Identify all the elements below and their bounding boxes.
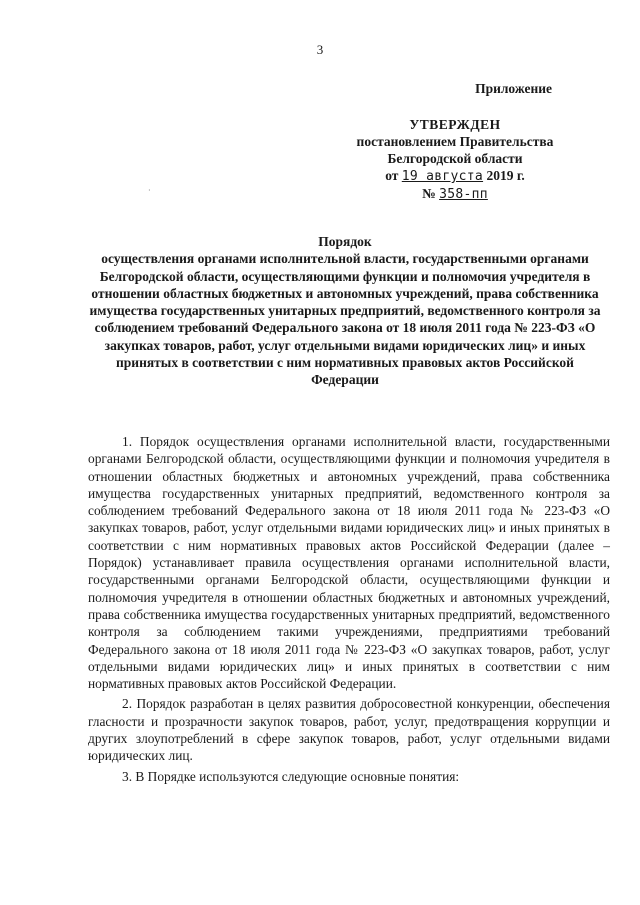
date-prefix: от — [385, 168, 399, 183]
paragraph-1: 1. Порядок осуществления органами исполнительной власти, государственными органами Белгородской области, осуществляющими функции и полномочия учредителя в отношении областных бюджетных и автономных учреждений, права собственника имущества государственных унитарных предприятий, ведомственного контроля за соблюдением требований Федерального закона от 18 июля 2011 года № 223-ФЗ «О закупках товаров, работ, услуг отдельными видами юридических лиц» и иных принятых в соответствии с ним нормативных правовых актов Российской Федерации (далее – Порядок) устанавливает правила осуществления органами исполнительной власти, государственными органами Белгородской области, осуществляющими функции и полномочия учредителя в отношении областных бюджетных и автономных учреждений, права собственника имущества государственных унитарных предприятий, ведомственного контроля за соблюдением такими учреждениями, предприятиями требований Федерального закона от 18 июля 2011 года № 223-ФЗ «О закупках товаров, работ, услуг отдельными видами юридических лиц» и иных принятых в соответствии с ним нормативных правовых актов Российской Федерации. — [88, 434, 610, 692]
approved-label: УТВЕРЖДЕН — [409, 117, 501, 132]
paragraph-2: 2. Порядок разработан в целях развития добросовестной конкуренции, обеспечения гласности и прозрачности закупок товаров, работ, услуг, предотвращения коррупции и других злоупотреблений в сфере закупок товаров, работ, услуг отдельными видами юридических лиц. — [88, 696, 610, 764]
scan-speck: · — [148, 186, 151, 195]
document-body — [88, 433, 610, 788]
approval-line-1: постановлением Правительства — [356, 134, 554, 149]
approval-line-2: Белгородской области — [387, 151, 523, 166]
title-subtitle: осуществления органами исполнительной власти, государственными органами Белгородской области, осуществляющими функции и полномочия учредителя в отношении областных бюджетных и автономных учреждений, права собственника имущества государственных унитарных предприятий, ведомственного контроля за соблюдением требований Федерального закона от 18 июля 2011 года № 223-ФЗ «О закупках товаров, работ, услуг отдельными видами юридических лиц» и иных принятых в соответствии с ним нормативных правовых актов Российской Федерации — [89, 251, 601, 388]
date-suffix: 2019 г. — [486, 168, 525, 183]
date-handwritten: 19 августа — [401, 169, 484, 184]
number-prefix: № — [422, 186, 436, 201]
page-number: 3 — [316, 42, 324, 57]
approval-number — [330, 185, 580, 203]
paragraph-3: 3. В Порядке используются следующие основные понятия: — [122, 768, 460, 784]
number-handwritten: 358-пп — [439, 187, 488, 202]
title-heading: Порядок — [318, 234, 372, 249]
approval-date — [330, 167, 580, 185]
document-title — [85, 233, 605, 389]
appendix-label: Приложение — [475, 81, 552, 96]
approval-stamp — [330, 80, 580, 203]
